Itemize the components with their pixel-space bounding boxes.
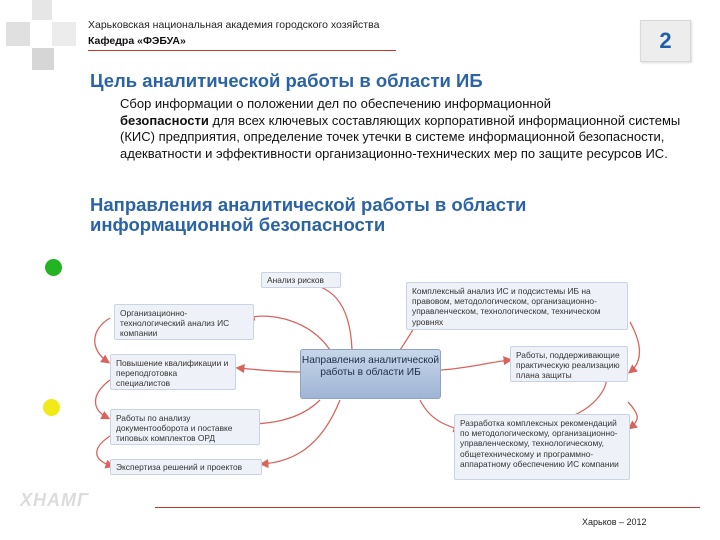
institution-name: Харьковская национальная академия городского хозяйства [88,19,380,31]
goal-paragraph-rest: для всех ключевых составляющих корпоративной информационной системы (КИС) предприятия, определение точек утечки в системе информационной безопасности, адекватности и эффективности организационно-технических мер по защите ресурсов ИС. [120,112,681,162]
footer-place-year: Харьков – 2012 [582,517,647,527]
goal-paragraph-bold: безопасности [120,112,209,128]
node-org-tech-analysis: Организационно-технологический анализ ИС компании [114,304,254,340]
node-support-works: Работы, поддерживающие практическую реализацию плана защиты [510,346,628,382]
diagram-center-node: Направления аналитической работы в области ИБ [300,349,441,399]
goal-paragraph-start: Сбор информации о положении дел по обеспечению информационной [120,96,552,111]
node-risk-analysis: Анализ рисков [261,272,341,288]
node-development: Разработка комплексных рекомендаций по методологическому, организационно-управленческому, технологическому, общетехническому и программно-аппаратному обеспечению ИС компании [454,414,630,480]
node-expertise: Экспертиза решений и проектов [110,459,262,475]
node-complex-analysis: Комплексный анализ ИС и подсистемы ИБ на правовом, методологическом, организационно-управленческом, технологическом, техническом уровнях [406,282,628,330]
node-qualification: Повышение квалификации и переподготовка специалистов [110,354,236,390]
footer-divider [155,507,700,508]
section-title-goal: Цель аналитической работы в области ИБ [90,70,483,91]
section-title-directions: Направления аналитической работы в области информационной безопасности [90,194,527,235]
node-docflow: Работы по анализу документооборота и поставке типовых комплектов ОРД [110,409,260,445]
department-name: Кафедра «ФЭБУА» [88,35,186,47]
slide-number: 2 [640,20,691,62]
logo-text: ХНАМГ [20,490,90,510]
